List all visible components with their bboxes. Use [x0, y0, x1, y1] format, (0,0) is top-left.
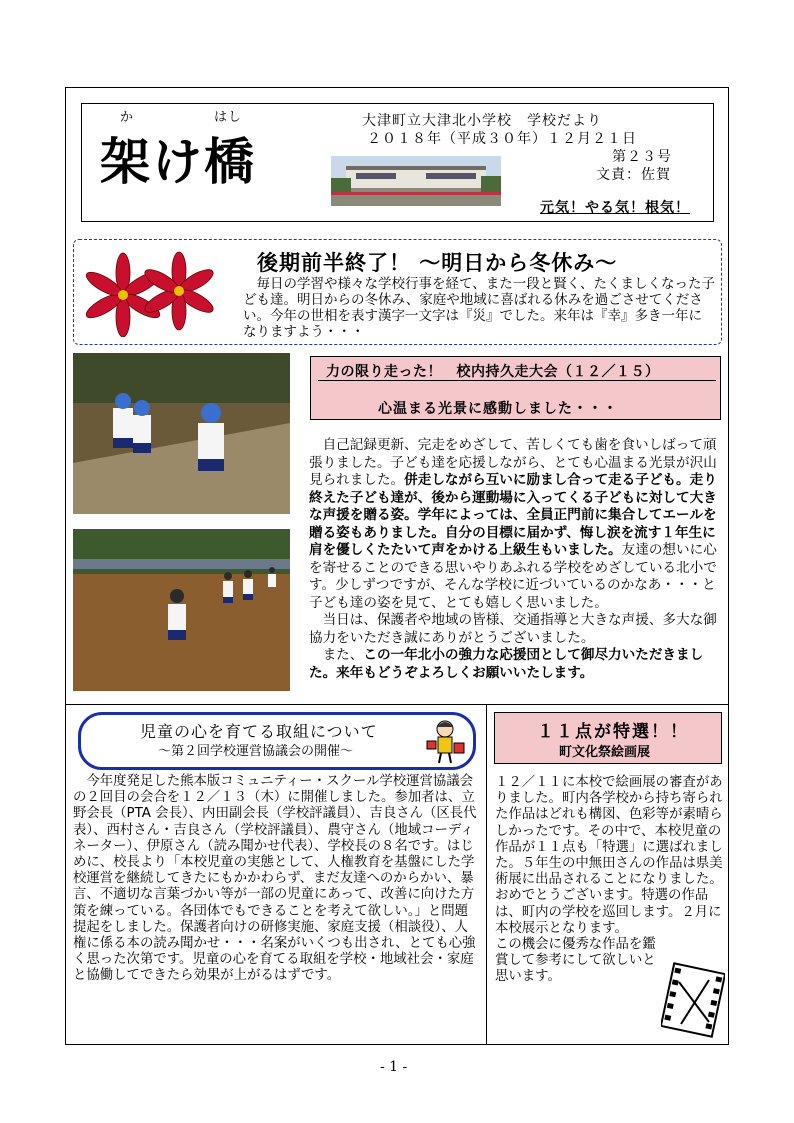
council-article: 今年度発足した熊本版コミュニティー・スクール学校運営協議会の２回目の会合を１２／１３（木）に開催しました。参加者は、立野会長（PTA 会長）、内田副会長（学校評議員）、吉良さん（区長代表）、西村さん・吉良さん（学校評議員）、農守さん（地域コーディネーター）、伊原さん（読み聞かせ代表）、学校長の８名です。はじめに、校長より「本校児童の実態として、人権教育を基盤にした学校運営を継続してきたにもかかわらず、まだ友達へのからかい、暴言、不適切な言葉づかい等が一部の児童にあって、改善に向けた方策を練っている。各団体でもできることを考えて欲しい。」と問題提起をしました。保護者向けの研修実施、家庭支援（相談役）、人権に係る本の読み聞かせ・・・名案がいくつも出され、とても心強く思った次第です。児童の心を育てる取組を学校・地域社会・家庭と協働してできたら効果が上がるはずです。: [73, 774, 477, 984]
race-text-1: 自己記録更新、完走をめざして、苦しくても歯を食いしばって頑張りました。子ども達を応援しながら、とても心温まる光景が沢山見られました。: [309, 437, 717, 488]
race-text-bold-2: この一年北小の強力な応援団として御尽力いただきました。来年もどうぞよろしくお願いいたします。: [309, 647, 704, 681]
art-text-2: この機会に優秀な作品を鑑賞して参考にして欲しいと思います。: [495, 937, 656, 985]
issue-number: 第２３号: [612, 149, 672, 165]
section-divider: [65, 704, 729, 705]
art-article: [495, 775, 723, 986]
girl-with-bag-icon: [423, 717, 467, 769]
art-title: １１点が特選！！: [537, 722, 689, 742]
art-text-1: １２／１１に本校で絵画展の審査がありました。町内各学校から持ち寄られた作品はどれも構図、色彩等が素晴らしかったです。その中で、本校児童の作品が１１点も「特選」に選ばれました。５年生の中無田さんの作品は県美術展に出品されることになりました。おめでとうございます。特選の作品は、町内の学校を巡回します。２月に本校展示となります。: [495, 775, 723, 936]
school-photo: [331, 156, 501, 206]
race-text-4: また、: [309, 647, 364, 663]
issue-date: ２０１８年（平成３０年）１２月２１日: [367, 131, 637, 147]
council-title: 児童の心を育てる取組について: [140, 722, 378, 741]
race-photo-1: [73, 353, 290, 514]
council-subtitle: ～第２回学校運営協議会の開催～: [158, 744, 354, 759]
film-clapper-icon: [661, 962, 725, 1042]
column-divider: [486, 704, 487, 1045]
race-text-2: 友達の想いに心を寄せることのできる思いやりあふれる学校をめざしている北小です。少しずつですが、そんな学校に近づいているのかなあ・・・と子ども達の姿を見て、とても嬉しく思いました。: [309, 542, 717, 611]
poinsettia-icon: [83, 243, 223, 341]
race-text-3: 当日は、保護者や地域の皆様、交通指導と大きな声援、多大な御協力をいただき誠にありがとうございました。: [309, 612, 717, 646]
school-name: 大津町立大津北小学校 学校だより: [362, 113, 602, 129]
ruby-hashi: はし: [214, 110, 243, 125]
race-photo-2: [73, 529, 290, 691]
headline-title: 後期前半終了！ ～明日から冬休み～: [257, 251, 618, 275]
race-subtitle: 心温まる光景に感動しました・・・: [378, 401, 618, 417]
newsletter-title: 架け橋: [100, 132, 256, 191]
page-number: - 1 -: [380, 1059, 408, 1075]
school-motto: 元気！やる気！根気！: [540, 200, 690, 216]
ruby-ka: か: [120, 110, 135, 125]
race-article: [309, 437, 722, 682]
headline-body: 毎日の学習や様々な学校行事を経て、また一段と賢く、たくましくなった子ども達。明日からの冬休み、家庭や地域に喜ばれる休みを過ごさせてください。今年の世相を表す漢字一文字は『災』でした。来年は『幸』多き一年になりますよう・・・: [243, 276, 715, 340]
race-title: 力の限り走った！ 校内持久走大会（１２／１５）: [326, 364, 660, 380]
art-subtitle: 町文化祭絵画展: [559, 745, 651, 760]
author: 文責：佐賀: [596, 167, 671, 183]
race-text-bold-1: 併走しながら互いに励まし合って走る子ども。走り終えた子ども達が、後から運動場に入ってくる子どもに対して大きな声援を贈る姿。学年によっては、全員正門前に集合してエールを贈る姿もありました。自分の目標に届かず、悔し涙を流す１年生に肩を優しくたたいて声をかける上級生もいました。: [309, 472, 717, 558]
